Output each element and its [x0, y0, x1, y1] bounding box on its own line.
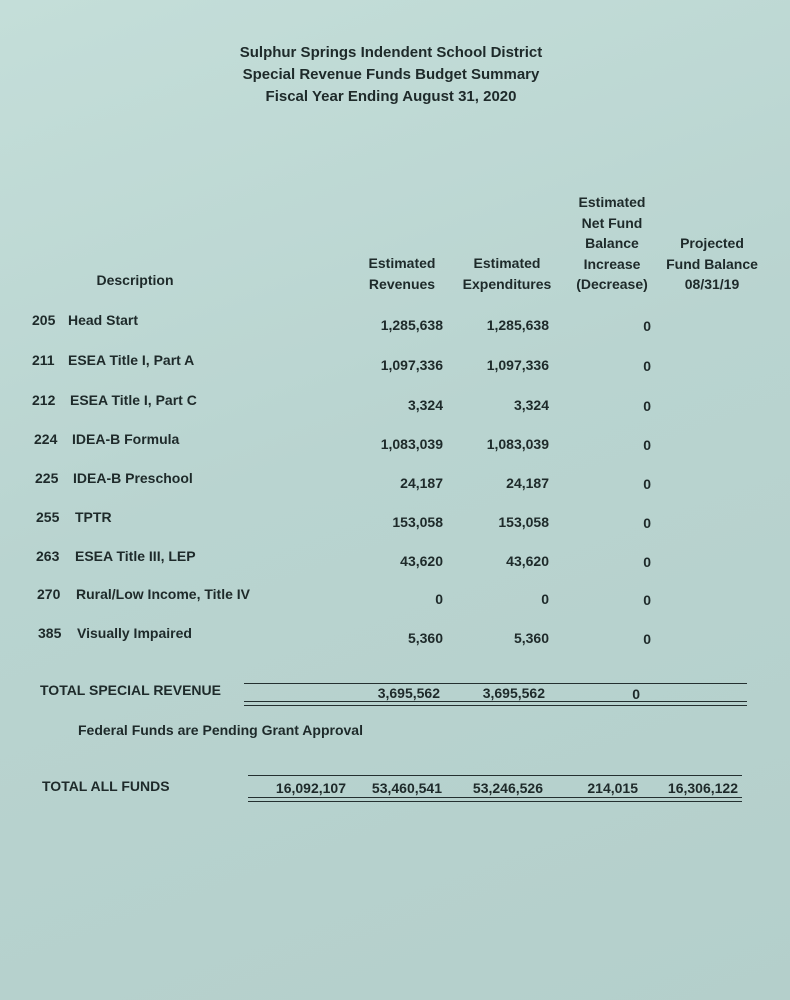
fund-name: Rural/Low Income, Title IV	[76, 586, 250, 602]
fund-name: Head Start	[68, 312, 139, 328]
header-net-line2: Net Fund	[581, 214, 643, 231]
fund-name: IDEA-B Preschool	[73, 470, 193, 486]
fund-row	[0, 509, 790, 529]
total-all-funds-label: TOTAL ALL FUNDS	[42, 778, 170, 794]
fund-name: ESEA Title I, Part C	[70, 392, 197, 408]
fund-code: 205	[32, 312, 56, 328]
district-title: Sulphur Springs Indendent School District	[239, 44, 543, 61]
fund-code: 212	[32, 392, 56, 408]
total-all-beginning-balance: 16,092,107	[275, 780, 346, 796]
fund-name: Visually Impaired	[77, 625, 192, 641]
header-expenditures-line2: Expenditures	[462, 275, 552, 292]
pending-approval-note: Federal Funds are Pending Grant Approval	[78, 722, 363, 738]
fund-revenues: 1,285,638	[380, 317, 443, 333]
fund-revenues: 0	[435, 591, 443, 607]
fund-row	[0, 392, 790, 412]
header-expenditures-line1: Estimated	[473, 255, 541, 271]
report-title: Special Revenue Funds Budget Summary	[242, 66, 540, 83]
fund-expenditures: 1,097,336	[486, 357, 549, 373]
fund-net-change: 0	[643, 398, 651, 414]
fund-code: 263	[36, 548, 60, 564]
header-projected-line2: Fund Balance	[666, 255, 758, 272]
fund-revenues: 5,360	[407, 630, 443, 646]
fund-revenues: 1,083,039	[380, 436, 443, 452]
total-special-revenue-label: TOTAL SPECIAL REVENUE	[40, 682, 221, 698]
total-special-expenditures: 3,695,562	[482, 685, 545, 701]
fund-net-change: 0	[643, 476, 651, 492]
total-special-net-change: 0	[632, 686, 640, 702]
fund-net-change: 0	[643, 554, 651, 570]
fund-revenues: 3,324	[407, 397, 443, 413]
header-net-line1: Estimated	[578, 194, 646, 210]
fund-row	[0, 431, 790, 451]
fund-row	[0, 548, 790, 568]
fund-net-change: 0	[643, 358, 651, 374]
fund-revenues: 24,187	[400, 475, 443, 491]
total-special-top-rule	[244, 683, 747, 684]
fund-revenues: 1,097,336	[380, 357, 443, 373]
fund-expenditures: 5,360	[513, 630, 549, 646]
fund-expenditures: 1,285,638	[486, 317, 549, 333]
total-all-expenditures: 53,246,526	[472, 780, 543, 796]
fund-expenditures: 153,058	[498, 514, 549, 530]
fund-code: 224	[34, 431, 58, 447]
fiscal-year-title: Fiscal Year Ending August 31, 2020	[265, 88, 517, 105]
fund-code: 385	[38, 625, 62, 641]
header-revenues-line1: Estimated	[368, 255, 436, 271]
fund-expenditures: 0	[541, 591, 549, 607]
header-projected	[656, 233, 768, 295]
fund-name: ESEA Title I, Part A	[68, 352, 195, 368]
total-special-revenues: 3,695,562	[377, 685, 440, 701]
fund-revenues: 43,620	[400, 553, 443, 569]
fund-net-change: 0	[643, 592, 651, 608]
fund-code: 270	[37, 586, 61, 602]
fund-row	[0, 352, 790, 372]
header-revenues-line2: Revenues	[368, 275, 436, 292]
fund-revenues: 153,058	[392, 514, 443, 530]
fund-expenditures: 3,324	[513, 397, 549, 413]
fund-code: 225	[35, 470, 59, 486]
fund-net-change: 0	[643, 515, 651, 531]
fund-row	[0, 470, 790, 490]
header-projected-line3: 08/31/19	[684, 276, 740, 292]
fund-net-change: 0	[643, 631, 651, 647]
fund-row	[0, 312, 790, 332]
fund-row	[0, 586, 790, 606]
total-all-revenues: 53,460,541	[371, 780, 442, 796]
header-description: Description	[96, 272, 174, 288]
header-net-line5: (Decrease)	[576, 276, 648, 292]
total-all-net-change: 214,015	[587, 780, 638, 796]
header-revenues	[352, 253, 452, 294]
fund-expenditures: 24,187	[506, 475, 549, 491]
total-all-double-rule	[248, 797, 742, 802]
fund-expenditures: 1,083,039	[486, 436, 549, 452]
fund-row	[0, 625, 790, 645]
header-net-change	[560, 192, 664, 295]
header-net-line3: Balance	[585, 235, 639, 251]
header-expenditures	[455, 253, 559, 294]
total-all-projected-balance: 16,306,122	[667, 780, 738, 796]
fund-expenditures: 43,620	[506, 553, 549, 569]
fund-net-change: 0	[643, 437, 651, 453]
fund-code: 211	[32, 352, 55, 368]
fund-name: IDEA-B Formula	[72, 431, 180, 447]
total-all-top-rule	[248, 775, 742, 776]
fund-net-change: 0	[643, 318, 651, 334]
fund-name: TPTR	[75, 509, 112, 525]
fund-code: 255	[36, 509, 60, 525]
fund-name: ESEA Title III, LEP	[75, 548, 196, 564]
header-net-line4: Increase	[583, 255, 641, 272]
header-projected-line1: Projected	[680, 235, 744, 251]
total-special-double-rule	[244, 701, 747, 706]
